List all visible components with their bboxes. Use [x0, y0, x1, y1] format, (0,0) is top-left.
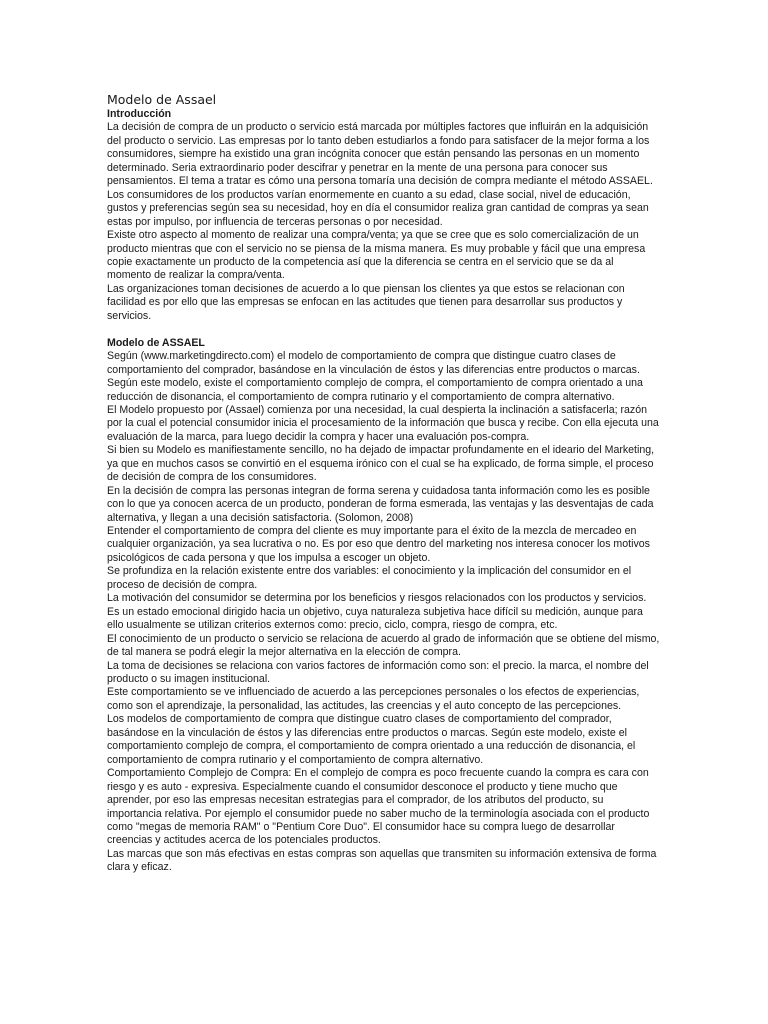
paragraph: Si bien su Modelo es manifiestamente sencillo, no ha dejado de impactar profundamente en el ideario del Marketing, ya que en muchos casos se convirtió en el esquema irónico con el cual se ha explicado, de forma simple, el proceso de decisión de compra de los consumidores. — [107, 444, 655, 484]
paragraph: El conocimiento de un producto o servicio se relaciona de acuerdo al grado de información que se obtiene del mismo, de tal manera se podrá elegir la mejor alternativa en la elección de compra. — [107, 632, 660, 659]
section-heading-introduccion: Introducción — [107, 108, 172, 120]
paragraph: Las marcas que son más efectivas en estas compras son aquellas que transmiten su información extensiva de forma clara y eficaz. — [107, 847, 657, 874]
paragraph: La motivación del consumidor se determina por los beneficios y riesgos relacionados con los productos y servicios. Es un estado emocional dirigido hacia un objetivo, cuya naturaleza subjetiva hace difícil su medición, aunque para ello usualmente se utilizan criterios externos como: precio, ciclo, compra, riesgo de compra, etc. — [107, 592, 647, 632]
paragraph: Se profundiza en la relación existente entre dos variables: el conocimiento y la implicación del consumidor en el proceso de decisión de compra. — [107, 565, 632, 591]
section-introduccion — [107, 108, 660, 323]
section-modelo-assael — [107, 337, 660, 875]
paragraph: Las organizaciones toman decisiones de acuerdo a lo que piensan los clientes ya que estos se relacionan con facilidad es por ello que las empresas se enfocan en las actitudes que tienen para desarrollar sus productos y servicios. — [107, 282, 625, 322]
paragraph: Comportamiento Complejo de Compra: En el complejo de compra es poco frecuente cuando la compra es cara con riesgo y es auto - expresiva. Especialmente cuando el consumidor desconoce el producto y tiene mucho que aprender, por eso las empresas necesitan estrategias para el comprador, de los atributos del producto, su importancia relativa. Por ejemplo el consumidor puede no saber mucho de la terminología asociada con el producto como "megas de memoria RAM" o "Pentium Core Duo". El consumidor hace su compra luego de desarrollar creencias y actitudes acerca de los potenciales productos. — [107, 767, 650, 847]
paragraph: El Modelo propuesto por (Assael) comienza por una necesidad, la cual despierta la inclinación a satisfacerla; razón por la cual el potencial consumidor inicia el procesamiento de la información que busca y recibe. Con ella ejecuta una evaluación de la marca, para luego decidir la compra y hacer una evaluación pos-compra. — [107, 403, 659, 443]
document-title: Modelo de Assael — [107, 92, 217, 107]
paragraph: Existe otro aspecto al momento de realizar una compra/venta; ya que se cree que es solo comercialización de un producto mientras que con el servicio no se piensa de la misma manera. Es muy probable y fácil que una empresa copie exactamente un producto de la competencia así que la diferencia se centra en el servicio que se da al momento de realizar la compra/venta. — [107, 229, 646, 282]
paragraph: La toma de decisiones se relaciona con varios factores de información como son: el precio. la marca, el nombre del producto o su imagen institucional. — [107, 659, 649, 686]
paragraph: Según (www.marketingdirecto.com) el modelo de comportamiento de compra que distingue cuatro clases de comportamiento del comprador, basándose en la vinculación de éstos y las diferencias entre productos o marcas. Según este modelo, existe el comportamiento complejo de compra, el comportamiento de compra orientado a una reducción de disonancia, el comportamiento de compra rutinario y el comportamiento de compra alternativo. — [107, 350, 643, 403]
paragraph: Los modelos de comportamiento de compra que distingue cuatro clases de comportamiento del comprador, basándose en la vinculación de éstos y las diferencias entre productos o marcas. Según este modelo, existe el comportamiento complejo de compra, el comportamiento de compra orientado a una reducción de disonancia, el comportamiento de compra rutinario y el comportamiento de compra alternativo. — [107, 713, 636, 766]
paragraph: Entender el comportamiento de compra del cliente es muy importante para el éxito de la mezcla de mercadeo en cualquier organización, ya sea lucrativa o no. Es por eso que dentro del marketing nos interesa conocer los motivos psicológicos de cada persona y que los impulsa a escoger un objeto. — [107, 525, 650, 564]
paragraph: En la decisión de compra las personas integran de forma serena y cuidadosa tanta información como les es posible con lo que ya conocen acerca de un producto, ponderan de forma esmerada, las ventajas y las desventajas de cada alternativa, y llegan a una decisión satisfactoria. (Solomon, 2008) — [107, 484, 654, 524]
paragraph: La decisión de compra de un producto o servicio está marcada por múltiples factores que influirán en la adquisición del producto o servicio. Las empresas por lo tanto deben estudiarlos a fondo para satisfacer de la mejor forma a los consumidores, siempre ha existido una gran incógnita conocer que están pensando las personas en un momento determinado. Seria extraordinario poder descifrar y penetrar en la mente de una persona para conocer sus pensamientos. El tema a tratar es cómo una persona tomaría una decisión de compra mediante el método ASSAEL. — [107, 121, 653, 188]
section-heading-modelo-assael: Modelo de ASSAEL — [107, 336, 205, 349]
paragraph: Este comportamiento se ve influenciado de acuerdo a las percepciones personales o los efectos de experiencias, como son el aprendizaje, la personalidad, las actitudes, las creencias y el auto concepto de las percepciones. — [107, 686, 640, 712]
paragraph-spacer — [107, 323, 660, 336]
paragraph: Los consumidores de los productos varían enormemente en cuanto a su edad, clase social, nivel de educación, gustos y preferencias según sea su necesidad, hoy en día el consumidor realiza gran cantidad de compras ya sean estas por impulso, por influencia de terceras personas o por necesidad. — [107, 188, 649, 228]
